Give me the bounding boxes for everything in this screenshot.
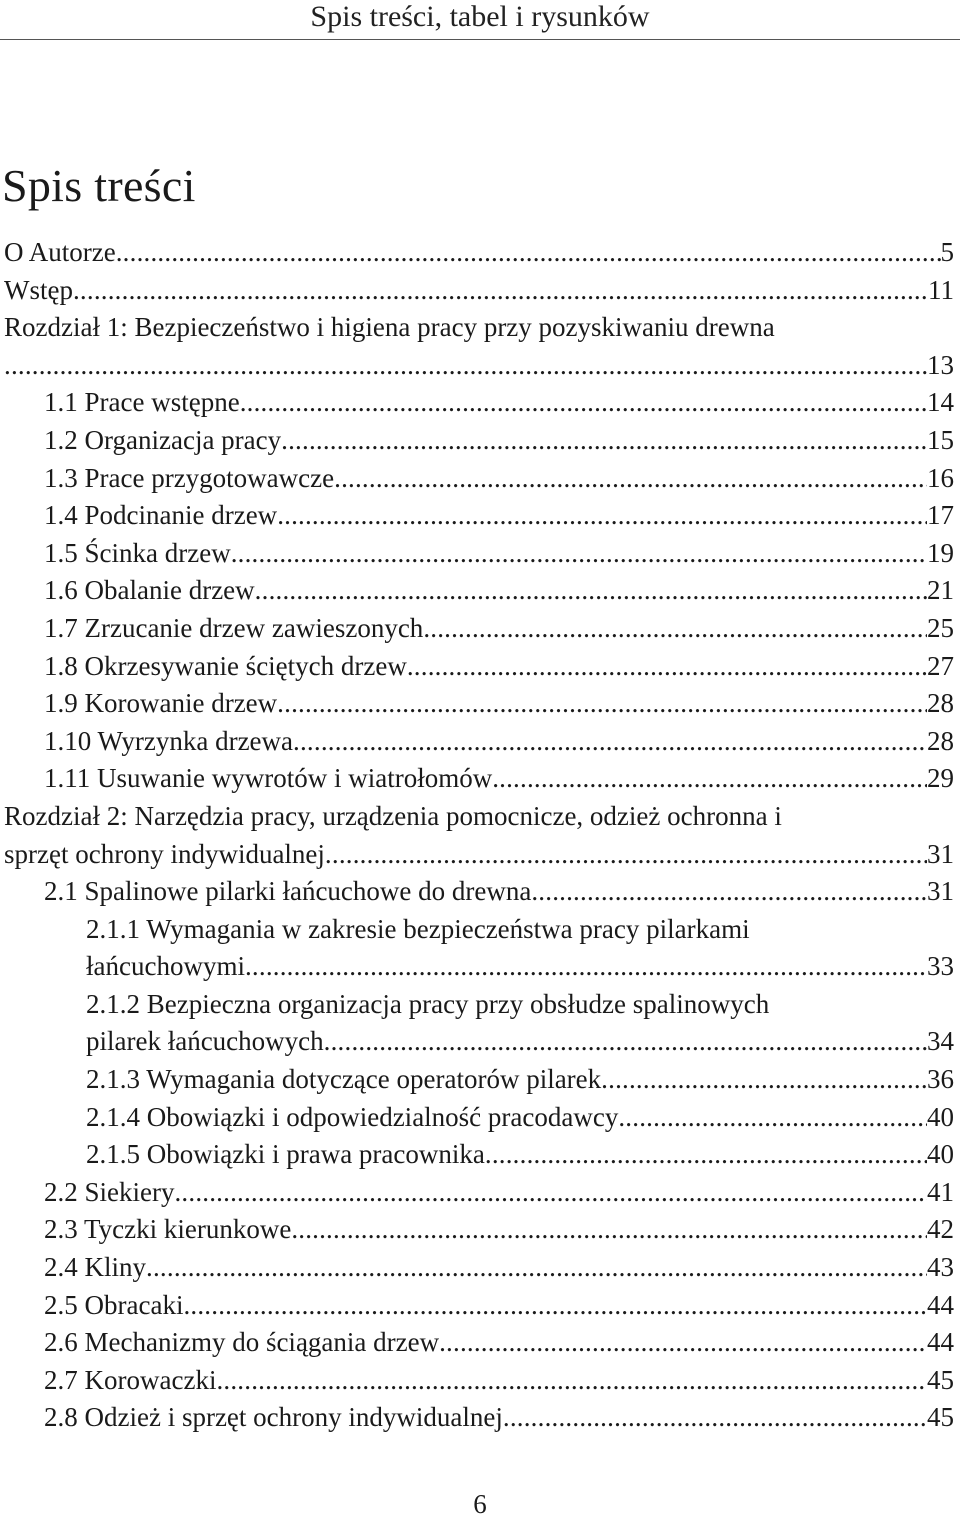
toc-entry-page: 45 [927,1402,954,1433]
toc-entry-title: 1.11 Usuwanie wywrotów i wiatrołomów [44,763,493,794]
toc-entry-page: 44 [927,1289,954,1320]
toc-entry-title: 2.1.3 Wymagania dotyczące operatorów pilarek [86,1064,602,1095]
toc-entry-title: O Autorze [4,237,116,267]
dot-leader [485,1136,927,1174]
toc-entry-title: 1.10 Wyrzynka drzewa [44,725,294,756]
dot-leader [492,760,927,798]
toc-entry-wstep[interactable] [4,272,954,310]
toc-entry-2-1-2[interactable] [4,1023,954,1061]
toc-entry-2-4[interactable] [4,1249,954,1287]
dot-leader [293,723,927,761]
toc-entry-o-autorze[interactable] [4,234,954,272]
dot-leader [503,1399,927,1437]
dot-leader [324,1023,927,1061]
toc-entry-2-1-5[interactable] [4,1136,954,1174]
toc-entry-title: 2.3 Tyczki kierunkowe [44,1214,292,1245]
toc-entry-page: 40 [927,1101,954,1132]
dot-leader [277,685,927,723]
dot-leader [618,1099,927,1137]
toc-entry-1-7[interactable] [4,610,954,648]
toc-entry-2-5[interactable] [4,1287,954,1325]
dot-leader [407,648,927,686]
dot-leader [291,1211,927,1249]
toc-entry-title: 2.1 Spalinowe pilarki łańcuchowe do drewna [44,876,532,907]
toc-entry-1-4[interactable] [4,497,954,535]
toc-entry-page: 31 [927,876,954,907]
toc-entry-title: Wstęp [4,274,73,305]
dot-leader [439,1324,927,1362]
toc-entry-title: 2.5 Obracaki [44,1289,184,1320]
toc-entry-rozdzial-1[interactable] [4,347,954,385]
toc-entry-rozdzial-1-title[interactable]: Rozdział 1: Bezpieczeństwo i higiena pracy przy pozyskiwaniu drewna [4,312,775,343]
toc-entry-title: 1.4 Podcinanie drzew [44,500,278,531]
toc-entry-2-3[interactable] [4,1211,954,1249]
dot-leader [146,1249,927,1287]
toc-entry-2-1[interactable] [4,873,954,911]
toc-entry-page: 25 [927,612,954,643]
toc-entry-page: 43 [927,1252,954,1283]
toc-entry-2-1-3[interactable] [4,1061,954,1099]
toc-entry-page: 17 [927,500,954,531]
toc-entry-2-1-1-title[interactable]: 2.1.1 Wymagania w zakresie bezpieczeństwa pracy pilarkami [86,913,750,944]
toc-entry-1-10[interactable] [4,723,954,761]
toc-entry-rozdzial-2[interactable] [4,836,954,874]
toc-entry-page: 41 [927,1176,954,1207]
toc-entry-title: pilarek łańcuchowych [86,1026,324,1057]
dot-leader [216,1362,927,1400]
toc-entry-title: 2.1.5 Obowiązki i prawa pracownika [86,1139,485,1170]
toc-entry-page: 42 [927,1214,954,1245]
toc-entry-title: 1.9 Korowanie drzew [44,688,278,719]
toc-entry-title: 1.8 Okrzesywanie ściętych drzew [44,650,407,681]
toc-entry-title: 1.7 Zrzucanie drzew zawieszonych [44,612,424,643]
toc-entry-1-6[interactable] [4,572,954,610]
toc-entry-2-8[interactable] [4,1399,954,1437]
table-of-contents [4,234,954,1437]
toc-entry-rozdzial-2-title[interactable]: Rozdział 2: Narzędzia pracy, urządzenia pomocnicze, odzież ochronna i [4,800,782,831]
toc-entry-page: 28 [927,688,954,719]
toc-entry-2-1-1[interactable] [4,948,954,986]
toc-entry-title: 2.6 Mechanizmy do ściągania drzew [44,1327,440,1358]
toc-entry-title: 1.1 Prace wstępne [44,387,240,418]
toc-entry-title: 1.6 Obalanie drzew [44,575,255,606]
dot-leader [116,234,941,272]
dot-leader [73,272,928,310]
toc-entry-2-1-4[interactable] [4,1099,954,1137]
toc-entry-page: 27 [927,650,954,681]
dot-leader [423,610,927,648]
dot-leader [4,347,927,385]
dot-leader [601,1061,927,1099]
toc-entry-title: 2.1.4 Obowiązki i odpowiedzialność pracodawcy [86,1101,619,1132]
toc-entry-title: 2.4 Kliny [44,1252,147,1283]
toc-entry-page: 29 [927,763,954,794]
toc-entry-page: 5 [940,237,954,267]
toc-entry-1-11[interactable] [4,760,954,798]
toc-entry-1-1[interactable] [4,384,954,422]
toc-entry-page: 15 [927,424,954,455]
toc-entry-page: 45 [927,1364,954,1395]
dot-leader [325,836,927,874]
dot-leader [231,535,927,573]
toc-entry-page: 34 [927,1026,954,1057]
toc-entry-title: 2.7 Korowaczki [44,1364,217,1395]
toc-entry-page: 11 [928,274,954,305]
toc-entry-page: 14 [927,387,954,418]
toc-entry-page: 44 [927,1327,954,1358]
toc-entry-title: 1.3 Prace przygotowawcze [44,462,335,493]
toc-entry-1-2[interactable] [4,422,954,460]
toc-entry-1-9[interactable] [4,685,954,723]
dot-leader [174,1174,927,1212]
dot-leader [531,873,927,911]
toc-heading: Spis treści [2,160,196,211]
header-divider [0,39,960,40]
dot-leader [281,422,927,460]
toc-entry-page: 16 [927,462,954,493]
toc-entry-page: 28 [927,725,954,756]
toc-entry-title: sprzęt ochrony indywidualnej [4,838,325,869]
toc-entry-page: 31 [927,838,954,869]
toc-entry-title: 2.2 Siekiery [44,1176,175,1207]
dot-leader [240,384,927,422]
toc-entry-page: 40 [927,1139,954,1170]
toc-entry-1-3[interactable] [4,460,954,498]
dot-leader [183,1287,927,1325]
toc-entry-2-6[interactable] [4,1324,954,1362]
toc-entry-2-2[interactable] [4,1174,954,1212]
dot-leader [334,460,927,498]
toc-entry-title: 1.2 Organizacja pracy [44,424,282,455]
toc-entry-page: 21 [927,575,954,606]
toc-entry-title: 1.5 Ścinka drzew [44,537,231,568]
dot-leader [255,572,927,610]
toc-entry-2-1-2-title[interactable]: 2.1.2 Bezpieczna organizacja pracy przy obsłudze spalinowych [86,988,770,1019]
toc-entry-1-5[interactable] [4,535,954,573]
dot-leader [245,948,927,986]
toc-entry-1-8[interactable] [4,648,954,686]
toc-entry-2-7[interactable] [4,1362,954,1400]
toc-entry-title: 2.8 Odzież i sprzęt ochrony indywidualnej [44,1402,503,1433]
running-header: Spis treści, tabel i rysunków [310,0,650,33]
dot-leader [277,497,927,535]
page-number: 6 [473,1489,487,1519]
toc-entry-page: 36 [927,1064,954,1095]
toc-entry-page: 33 [927,951,954,982]
toc-entry-page: 19 [927,537,954,568]
toc-entry-page: 13 [927,349,954,380]
toc-entry-title: łańcuchowymi [86,951,245,982]
